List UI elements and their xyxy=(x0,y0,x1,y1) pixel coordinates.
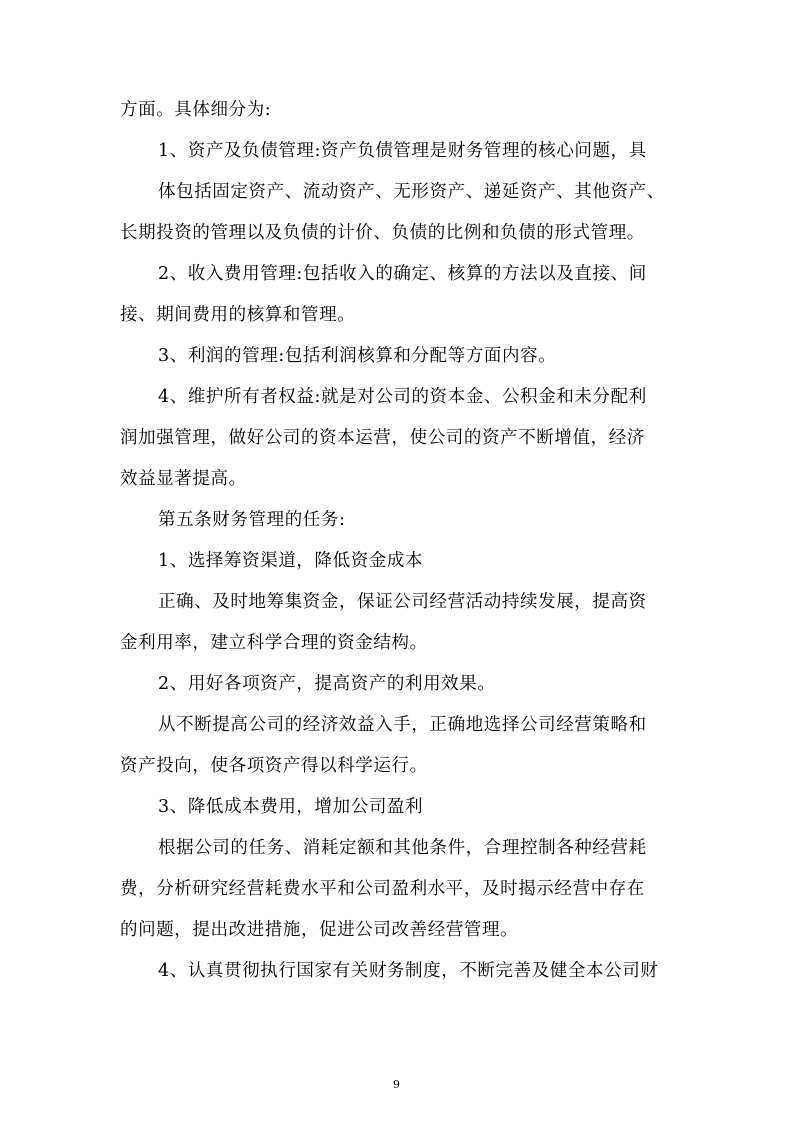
text-line: 的问题，提出改进措施，促进公司改善经营管理。 xyxy=(120,920,519,940)
text-line: 2、用好各项资产，提高资产的利用效果。 xyxy=(158,674,496,694)
text-line: 效益显著提高。 xyxy=(120,469,247,489)
text-line: 1、资产及负债管理:资产负债管理是财务管理的核心问题，具 xyxy=(158,141,647,161)
text-line: 3、降低成本费用，增加公司盈利 xyxy=(158,797,424,817)
text-line: 润加强管理，做好公司的资本运营，使公司的资产不断增值，经济 xyxy=(120,428,645,448)
text-line: 接、期间费用的核算和管理。 xyxy=(120,305,356,325)
text-line: 4、维护所有者权益:就是对公司的资本金、公积金和未分配利 xyxy=(158,387,647,407)
document-body xyxy=(120,90,680,992)
text-line: 方面。具体细分为: xyxy=(120,100,272,120)
text-line: 体包括固定资产、流动资产、无形资产、递延资产、其他资产、 xyxy=(158,182,665,202)
text-line: 金利用率，建立科学合理的资金结构。 xyxy=(120,633,428,653)
text-line: 3、利润的管理:包括利润核算和分配等方面内容。 xyxy=(158,346,557,366)
text-line: 4、认真贯彻执行国家有关财务制度，不断完善及健全本公司财 xyxy=(158,961,659,981)
text-line: 资产投向，使各项资产得以科学运行。 xyxy=(120,756,428,776)
text-line: 1、选择筹资渠道，降低资金成本 xyxy=(158,551,424,571)
text-line: 长期投资的管理以及负债的计价、负债的比例和负债的形式管理。 xyxy=(120,223,645,243)
section-heading: 第五条财务管理的任务: xyxy=(158,510,346,530)
page-number: 9 xyxy=(393,1078,400,1091)
text-line: 从不断提高公司的经济效益入手，正确地选择公司经营策略和 xyxy=(158,715,647,735)
text-line: 费，分析研究经营耗费水平和公司盈利水平，及时揭示经营中存在 xyxy=(120,879,645,899)
text-line: 2、收入费用管理:包括收入的确定、核算的方法以及直接、间 xyxy=(158,264,647,284)
text-line: 根据公司的任务、消耗定额和其他条件，合理控制各种经营耗 xyxy=(158,838,647,858)
text-line: 正确、及时地筹集资金，保证公司经营活动持续发展，提高资 xyxy=(158,592,647,612)
